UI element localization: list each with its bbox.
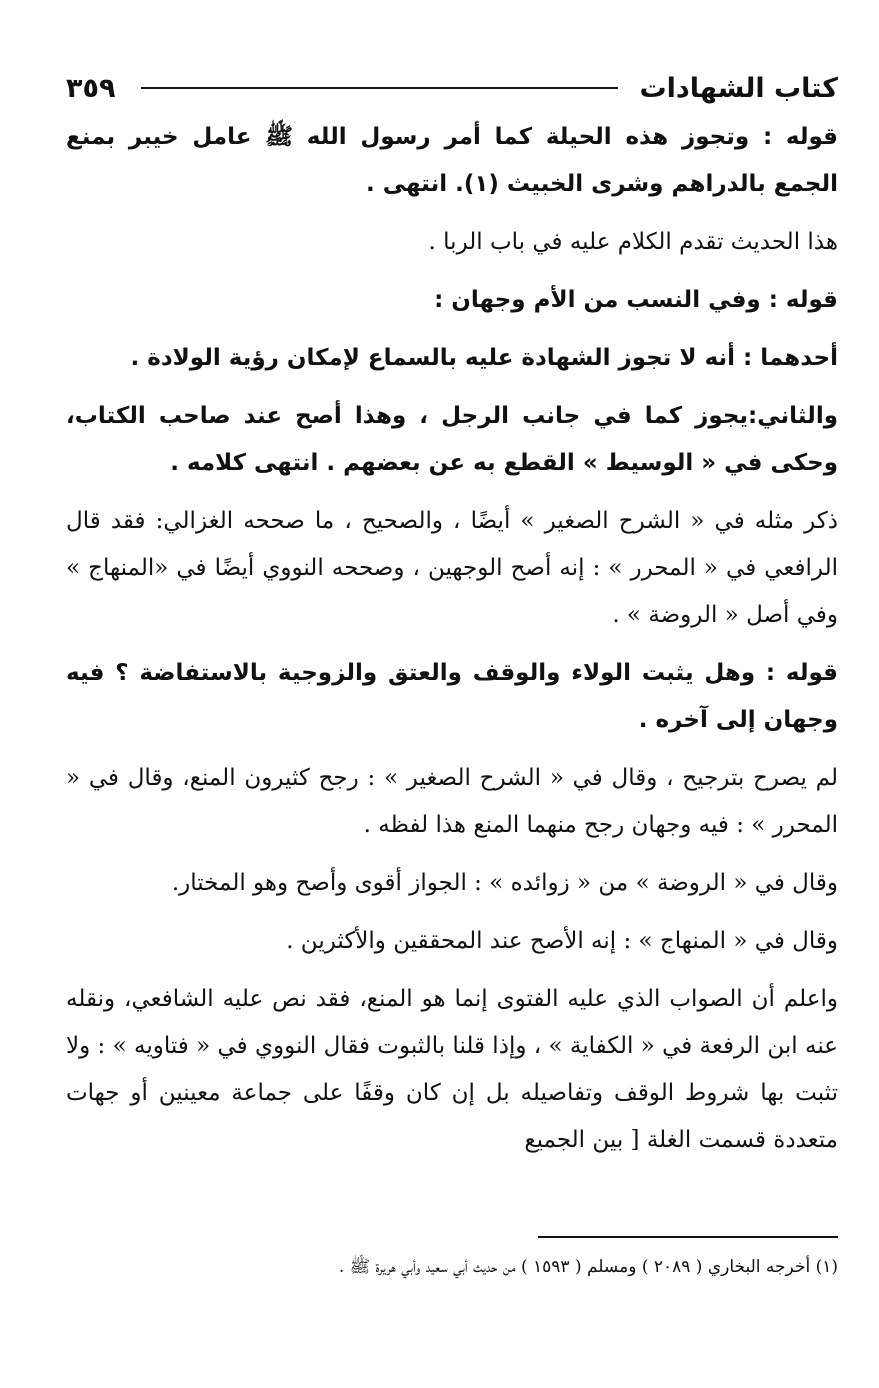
paragraph-5: والثاني:يجوز كما في جانب الرجل ، وهذا أصح عند صاحب الكتاب، وحكى في « الوسيط » القطع به عن بعضهم . انتهى كلامه . <box>66 403 838 476</box>
header-rule <box>141 87 617 89</box>
paragraph-2: هذا الحديث تقدم الكلام عليه في باب الربا . <box>428 229 838 255</box>
paragraph-1: قوله : وتجوز هذه الحيلة كما أمر رسول الله ﷺ عامل خيبر بمنع الجمع بالدراهم وشرى الخبيث (١). انتهى . <box>66 124 838 197</box>
paragraph-11: واعلم أن الصواب الذي عليه الفتوى إنما هو المنع، فقد نص عليه الشافعي، ونقله عنه ابن الرفعة في « الكفاية » ، وإذا قلنا بالثبوت فقال النووي في « فتاويه » : ولا تثبت بها شروط الوقف وتفاصيله بل إن كان وقفًا على جماعة معينين أو جهات متعددة قسمت الغلة [ بين الجميع <box>66 986 838 1153</box>
paragraph-9: وقال في « الروضة » من « زوائده » : الجواز أقوى وأصح وهو المختار. <box>171 870 838 896</box>
paragraph-10: وقال في « المنهاج » : إنه الأصح عند المحققين والأكثرين . <box>286 928 838 954</box>
paragraph-6: ذكر مثله في « الشرح الصغير » أيضًا ، والصحيح ، ما صححه الغزالي: فقد قال الرافعي في « المحرر » : إنه أصح الوجهين ، وصححه النووي أيضًا في «المنهاج » وفي أصل « الروضة » . <box>66 508 839 628</box>
paragraph-4: أحدهما : أنه لا تجوز الشهادة عليه بالسماع لإمكان رؤية الولادة . <box>130 345 838 371</box>
footnote-rule <box>538 1236 838 1238</box>
paragraph-7: قوله : وهل يثبت الولاء والوقف والعتق والزوجية بالاستفاضة ؟ فيه وجهان إلى آخره . <box>66 660 838 733</box>
page-number: ٣٥٩ <box>66 72 116 104</box>
footnote: (١) أخرجه البخاري ( ٢٠٨٩ ) ومسلم ( ١٥٩٣ ) من حديث أبي سعيد وأبي هريرة ﷺ . <box>338 1257 838 1277</box>
chapter-title: كتاب الشهادات <box>639 72 838 104</box>
page-body <box>66 62 838 1164</box>
paragraph-3: قوله : وفي النسب من الأم وجهان : <box>434 287 838 313</box>
paragraph-8: لم يصرح بترجيح ، وقال في « الشرح الصغير » : رجح كثيرون المنع، وقال في « المحرر » : فيه وجهان رجح منهما المنع هذا لفظه . <box>66 765 838 838</box>
running-header <box>66 62 838 114</box>
